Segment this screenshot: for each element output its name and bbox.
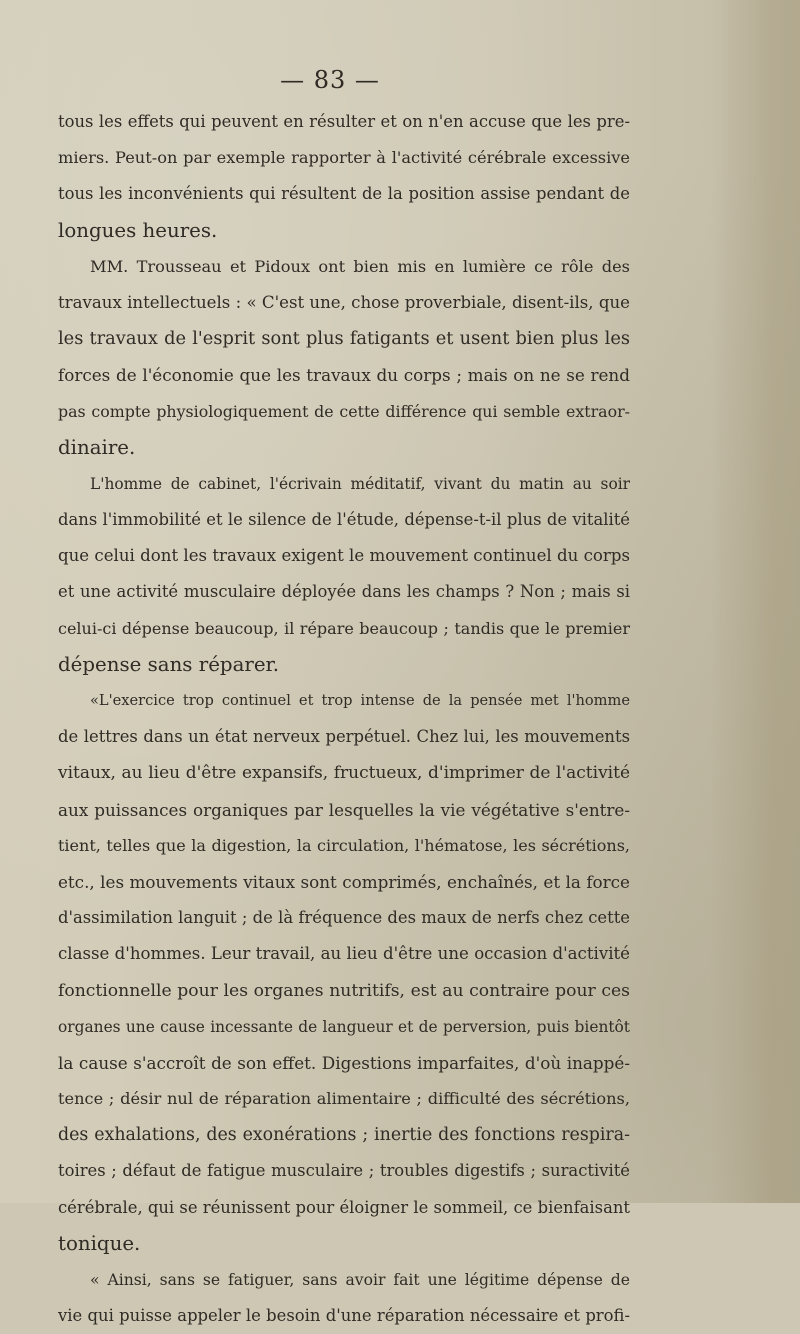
text-line: pas compte physiologiquement de cette différence qui semble extraor-: [58, 401, 630, 421]
text-line: miers. Peut-on par exemple rapporter à l'activité cérébrale excessive: [58, 148, 630, 168]
text-line: de lettres dans un état nerveux perpétuel. Chez lui, les mouvements: [58, 727, 630, 747]
text-line: «L'exercice trop continuel et trop intense de la pensée met l'homme: [90, 692, 630, 709]
text-line: toires ; défaut de fatigue musculaire ; troubles digestifs ; suractivité: [58, 1161, 630, 1181]
text-line: des exhalations, des exonérations ; inertie des fonctions respira-: [58, 1125, 630, 1146]
text-line: longues heures.: [58, 218, 218, 242]
text-line: et une activité musculaire déployée dans les champs ? Non ; mais si: [58, 582, 630, 602]
text-line: forces de l'économie que les travaux du corps ; mais on ne se rend: [58, 365, 630, 386]
text-line: que celui dont les travaux exigent le mouvement continuel du corps: [58, 546, 630, 566]
body-text: [58, 104, 630, 1334]
text-line: tonique.: [58, 1231, 141, 1255]
text-line: dinaire.: [58, 435, 136, 459]
text-line: tous les inconvénients qui résultent de la position assise pendant de: [58, 184, 630, 204]
text-line: etc., les mouvements vitaux sont comprimés, enchaînés, et la force: [58, 871, 630, 892]
text-line: celui-ci dépense beaucoup, il répare beaucoup ; tandis que le premier: [58, 618, 630, 638]
text-line: dépense sans réparer.: [58, 652, 280, 676]
text-line: les travaux de l'esprit sont plus fatigants et usent bien plus les: [58, 328, 630, 350]
text-line: dans l'immobilité et le silence de l'étude, dépense-t-il plus de vitalité: [58, 510, 630, 530]
text-line: la cause s'accroît de son effet. Digestions imparfaites, d'où inappé-: [58, 1052, 630, 1073]
text-line: MM. Trousseau et Pidoux ont bien mis en lumière ce rôle des: [90, 256, 630, 276]
text-line: aux puissances organiques par lesquelles la vie végétative s'entre-: [58, 799, 630, 820]
text-line: L'homme de cabinet, l'écrivain méditatif, vivant du matin au soir: [90, 474, 630, 493]
page-number: — 83 —: [280, 66, 380, 94]
text-line: vitaux, au lieu d'être expansifs, fructueux, d'imprimer de l'activité: [58, 763, 630, 784]
text-line: cérébrale, qui se réunissent pour éloigner le sommeil, ce bienfaisant: [58, 1197, 630, 1217]
text-line: classe d'hommes. Leur travail, au lieu d'être une occasion d'activité: [58, 944, 630, 964]
text-line: travaux intellectuels : « C'est une, chose proverbiale, disent-ils, que: [58, 292, 630, 312]
text-line: d'assimilation languit ; de là fréquence des maux de nerfs chez cette: [58, 908, 630, 928]
text-line: vie qui puisse appeler le besoin d'une réparation nécessaire et profi-: [58, 1306, 630, 1326]
text-line: tient, telles que la digestion, la circulation, l'hématose, les sécrétions,: [58, 835, 630, 855]
text-line: « Ainsi, sans se fatiguer, sans avoir fait une légitime dépense de: [90, 1271, 630, 1289]
text-line: fonctionnelle pour les organes nutritifs, est au contraire pour ces: [58, 980, 630, 1001]
text-line: tous les effets qui peuvent en résulter et on n'en accuse que les pre-: [58, 112, 630, 131]
page-edge-shadow: [710, 0, 800, 1203]
text-line: tence ; désir nul de réparation alimentaire ; difficulté des sécrétions,: [58, 1089, 630, 1109]
text-line: organes une cause incessante de langueur et de perversion, puis bientôt: [58, 1017, 630, 1036]
